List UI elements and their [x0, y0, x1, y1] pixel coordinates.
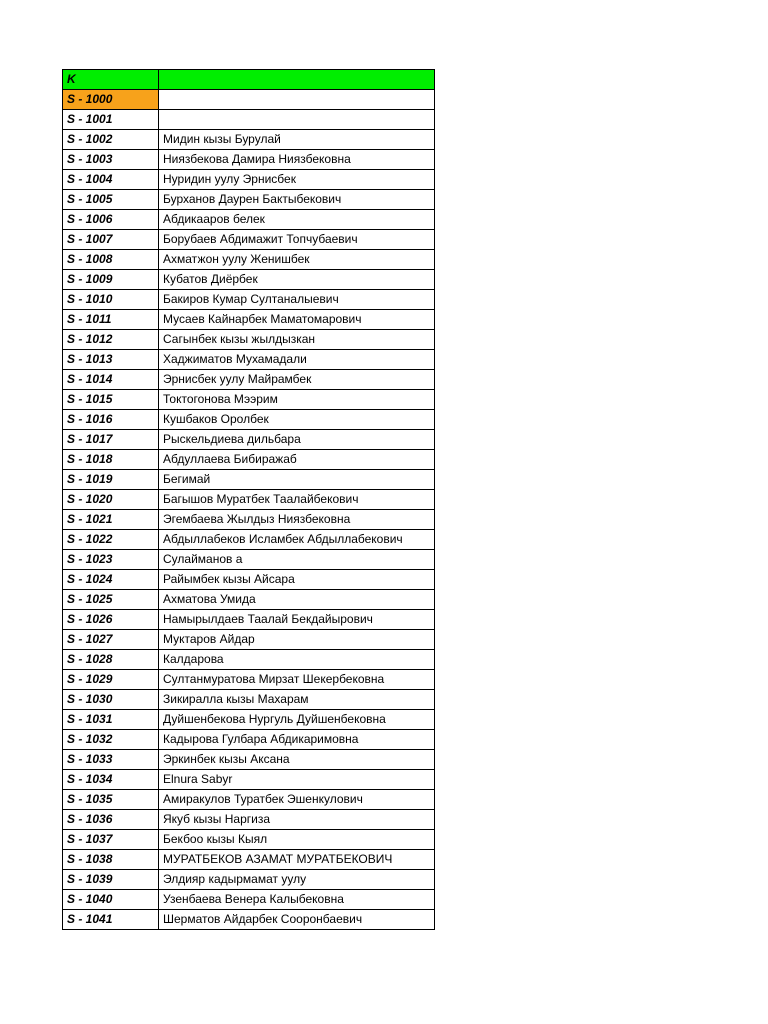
row-name-cell[interactable]: Рыскельдиева дильбара — [159, 430, 435, 450]
row-name-cell[interactable]: Зикиралла кызы Махарам — [159, 690, 435, 710]
row-name-cell[interactable]: Шерматов Айдарбек Сооронбаевич — [159, 910, 435, 930]
row-code-cell[interactable]: S - 1027 — [63, 630, 159, 650]
row-name-cell[interactable]: Сагынбек кызы жылдызкан — [159, 330, 435, 350]
row-code-cell[interactable]: S - 1000 — [63, 90, 159, 110]
row-code-cell[interactable]: S - 1016 — [63, 410, 159, 430]
row-name-cell[interactable]: Кадырова Гулбара Абдикаримовна — [159, 730, 435, 750]
row-name-cell[interactable]: Ахматова Умида — [159, 590, 435, 610]
table-row — [63, 450, 435, 470]
row-code-cell[interactable]: S - 1034 — [63, 770, 159, 790]
row-name-cell[interactable]: Кубатов Диёрбек — [159, 270, 435, 290]
table-row — [63, 430, 435, 450]
row-name-cell[interactable]: Амиракулов Туратбек Эшенкулович — [159, 790, 435, 810]
table-row — [63, 410, 435, 430]
table-row — [63, 130, 435, 150]
row-code-cell[interactable]: S - 1006 — [63, 210, 159, 230]
row-code-cell[interactable]: S - 1035 — [63, 790, 159, 810]
row-name-cell[interactable]: Нуридин уулу Эрнисбек — [159, 170, 435, 190]
row-code-cell[interactable]: S - 1004 — [63, 170, 159, 190]
row-name-cell[interactable]: Муктаров Айдар — [159, 630, 435, 650]
table-row — [63, 470, 435, 490]
row-code-cell[interactable]: S - 1020 — [63, 490, 159, 510]
table-row — [63, 810, 435, 830]
table-row — [63, 150, 435, 170]
table-row — [63, 90, 435, 110]
row-code-cell[interactable]: S - 1014 — [63, 370, 159, 390]
row-code-cell[interactable]: S - 1038 — [63, 850, 159, 870]
row-name-cell[interactable]: Калдарова — [159, 650, 435, 670]
table-row — [63, 710, 435, 730]
row-code-cell[interactable]: S - 1003 — [63, 150, 159, 170]
row-code-cell[interactable]: S - 1031 — [63, 710, 159, 730]
row-code-cell[interactable]: S - 1022 — [63, 530, 159, 550]
table-row — [63, 370, 435, 390]
row-name-cell[interactable]: Ахматжон уулу Женишбек — [159, 250, 435, 270]
row-code-cell[interactable]: S - 1025 — [63, 590, 159, 610]
table-row — [63, 590, 435, 610]
row-name-cell[interactable]: Мидин кызы Бурулай — [159, 130, 435, 150]
table-row — [63, 570, 435, 590]
row-name-cell[interactable]: Эркинбек кызы Аксана — [159, 750, 435, 770]
spreadsheet-body — [63, 70, 435, 930]
row-code-cell[interactable]: S - 1037 — [63, 830, 159, 850]
row-name-cell[interactable]: Райымбек кызы Айсара — [159, 570, 435, 590]
row-code-cell[interactable]: S - 1008 — [63, 250, 159, 270]
row-code-cell[interactable]: S - 1007 — [63, 230, 159, 250]
table-row — [63, 350, 435, 370]
row-code-cell[interactable]: S - 1029 — [63, 670, 159, 690]
row-code-cell[interactable]: S - 1011 — [63, 310, 159, 330]
table-row — [63, 550, 435, 570]
row-code-cell[interactable]: S - 1030 — [63, 690, 159, 710]
row-name-cell[interactable]: Бакиров Кумар Султаналыевич — [159, 290, 435, 310]
table-row — [63, 510, 435, 530]
row-name-cell[interactable]: Абдыллабеков Исламбек Абдыллабекович — [159, 530, 435, 550]
row-name-cell[interactable]: Абдикааров белек — [159, 210, 435, 230]
table-row — [63, 790, 435, 810]
row-code-cell[interactable]: S - 1002 — [63, 130, 159, 150]
table-row — [63, 390, 435, 410]
row-code-cell[interactable]: S - 1012 — [63, 330, 159, 350]
row-name-cell[interactable]: Султанмуратова Мирзат Шекербековна — [159, 670, 435, 690]
row-name-cell[interactable]: Сулайманов а — [159, 550, 435, 570]
table-row — [63, 530, 435, 550]
table-row — [63, 850, 435, 870]
row-code-cell[interactable]: S - 1039 — [63, 870, 159, 890]
row-code-cell[interactable]: S - 1010 — [63, 290, 159, 310]
row-code-cell[interactable]: S - 1021 — [63, 510, 159, 530]
row-code-cell[interactable]: S - 1009 — [63, 270, 159, 290]
row-code-cell[interactable]: S - 1041 — [63, 910, 159, 930]
row-name-cell[interactable]: Борубаев Абдимажит Топчубаевич — [159, 230, 435, 250]
table-row — [63, 750, 435, 770]
row-name-cell[interactable]: Бегимай — [159, 470, 435, 490]
header-cell-code[interactable]: K — [63, 70, 159, 90]
row-code-cell[interactable]: S - 1019 — [63, 470, 159, 490]
row-code-cell[interactable]: S - 1026 — [63, 610, 159, 630]
row-name-cell[interactable]: Хаджиматов Мухамадали — [159, 350, 435, 370]
table-row — [63, 610, 435, 630]
row-code-cell[interactable]: S - 1015 — [63, 390, 159, 410]
row-name-cell[interactable]: МУРАТБЕКОВ АЗАМАТ МУРАТБЕКОВИЧ — [159, 850, 435, 870]
row-name-cell[interactable]: Намырылдаев Таалай Бекдайырович — [159, 610, 435, 630]
table-row — [63, 490, 435, 510]
table-row — [63, 250, 435, 270]
row-name-cell[interactable]: Бекбоо кызы Кыял — [159, 830, 435, 850]
row-code-cell[interactable]: S - 1028 — [63, 650, 159, 670]
row-code-cell[interactable]: S - 1040 — [63, 890, 159, 910]
table-row — [63, 650, 435, 670]
table-row — [63, 830, 435, 850]
row-name-cell[interactable]: Багышов Муратбек Таалайбекович — [159, 490, 435, 510]
row-name-cell[interactable]: Мусаев Кайнарбек Маматомарович — [159, 310, 435, 330]
row-name-cell[interactable]: Бурханов Даурен Бактыбекович — [159, 190, 435, 210]
row-code-cell[interactable]: S - 1005 — [63, 190, 159, 210]
row-name-cell[interactable]: Эрнисбек уулу Майрамбек — [159, 370, 435, 390]
table-row — [63, 210, 435, 230]
row-name-cell[interactable]: Узенбаева Венера Калыбековна — [159, 890, 435, 910]
row-code-cell[interactable]: S - 1032 — [63, 730, 159, 750]
row-code-cell[interactable]: S - 1036 — [63, 810, 159, 830]
row-name-cell[interactable]: Токтогонова Мээрим — [159, 390, 435, 410]
table-row — [63, 270, 435, 290]
row-name-cell[interactable]: Абдуллаева Бибиражаб — [159, 450, 435, 470]
row-name-cell[interactable]: Якуб кызы Наргиза — [159, 810, 435, 830]
table-row — [63, 290, 435, 310]
row-name-cell[interactable] — [159, 110, 435, 130]
table-row — [63, 670, 435, 690]
table-row — [63, 910, 435, 930]
row-name-cell[interactable]: Элдияр кадырмамат уулу — [159, 870, 435, 890]
table-row — [63, 870, 435, 890]
header-cell-name[interactable] — [159, 70, 435, 90]
row-code-cell[interactable]: S - 1024 — [63, 570, 159, 590]
table-row — [63, 770, 435, 790]
row-name-cell[interactable] — [159, 90, 435, 110]
row-code-cell[interactable]: S - 1001 — [63, 110, 159, 130]
table-row — [63, 630, 435, 650]
table-row — [63, 190, 435, 210]
row-name-cell[interactable]: Дуйшенбекова Нургуль Дуйшенбековна — [159, 710, 435, 730]
row-code-cell[interactable]: S - 1018 — [63, 450, 159, 470]
row-name-cell[interactable]: Эгембаева Жылдыз Ниязбековна — [159, 510, 435, 530]
row-name-cell[interactable]: Elnura Sabyr — [159, 770, 435, 790]
table-row — [63, 310, 435, 330]
row-code-cell[interactable]: S - 1013 — [63, 350, 159, 370]
table-row — [63, 230, 435, 250]
row-name-cell[interactable]: Ниязбекова Дамира Ниязбековна — [159, 150, 435, 170]
header-row — [63, 70, 435, 90]
table-row — [63, 110, 435, 130]
table-row — [63, 170, 435, 190]
row-code-cell[interactable]: S - 1023 — [63, 550, 159, 570]
row-code-cell[interactable]: S - 1033 — [63, 750, 159, 770]
row-code-cell[interactable]: S - 1017 — [63, 430, 159, 450]
table-row — [63, 730, 435, 750]
spreadsheet-table — [62, 69, 435, 930]
row-name-cell[interactable]: Кушбаков Оролбек — [159, 410, 435, 430]
table-row — [63, 330, 435, 350]
table-row — [63, 690, 435, 710]
table-row — [63, 890, 435, 910]
